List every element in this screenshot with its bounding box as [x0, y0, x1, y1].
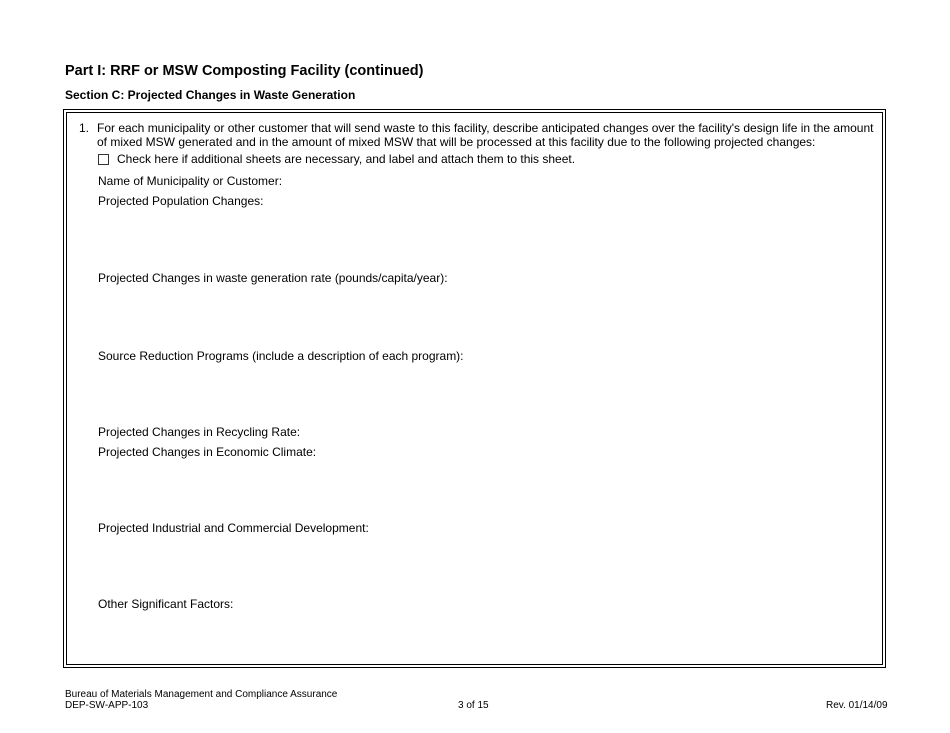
- industrial-development-label: Projected Industrial and Commercial Development:: [98, 521, 369, 535]
- generation-rate-label: Projected Changes in waste generation rate (pounds/capita/year):: [98, 271, 448, 285]
- additional-sheets-row: [98, 152, 575, 166]
- economic-climate-label: Projected Changes in Economic Climate:: [98, 445, 317, 459]
- municipality-label: Name of Municipality or Customer:: [98, 174, 283, 188]
- form-box: [63, 109, 886, 668]
- recycling-rate-label: Projected Changes in Recycling Rate:: [98, 425, 301, 439]
- additional-sheets-label: Check here if additional sheets are necessary, and label and attach them to this sheet.: [117, 152, 576, 166]
- section-title: Section C: Projected Changes in Waste Generation: [65, 88, 356, 102]
- source-reduction-label: Source Reduction Programs (include a description of each program):: [98, 349, 464, 363]
- page-number: 3 of 15: [458, 700, 489, 711]
- bureau-name: Bureau of Materials Management and Compliance Assurance: [65, 689, 338, 700]
- question-text: For each municipality or other customer that will send waste to this facility, describe anticipated changes over the facility's design life in the amount of mixed MSW generated and in the amount of mixed MSW that will be processed at this facility due to the following projected changes:: [97, 121, 874, 149]
- other-factors-label: Other Significant Factors:: [98, 597, 234, 611]
- form-code: DEP-SW-APP-103: [65, 700, 149, 711]
- population-changes-label: Projected Population Changes:: [98, 194, 264, 208]
- additional-sheets-checkbox[interactable]: [98, 154, 109, 165]
- revision-date: Rev. 01/14/09: [826, 700, 888, 711]
- footer-left: [65, 689, 337, 711]
- part-title: Part I: RRF or MSW Composting Facility (continued): [65, 63, 424, 79]
- question-number: 1.: [79, 121, 90, 135]
